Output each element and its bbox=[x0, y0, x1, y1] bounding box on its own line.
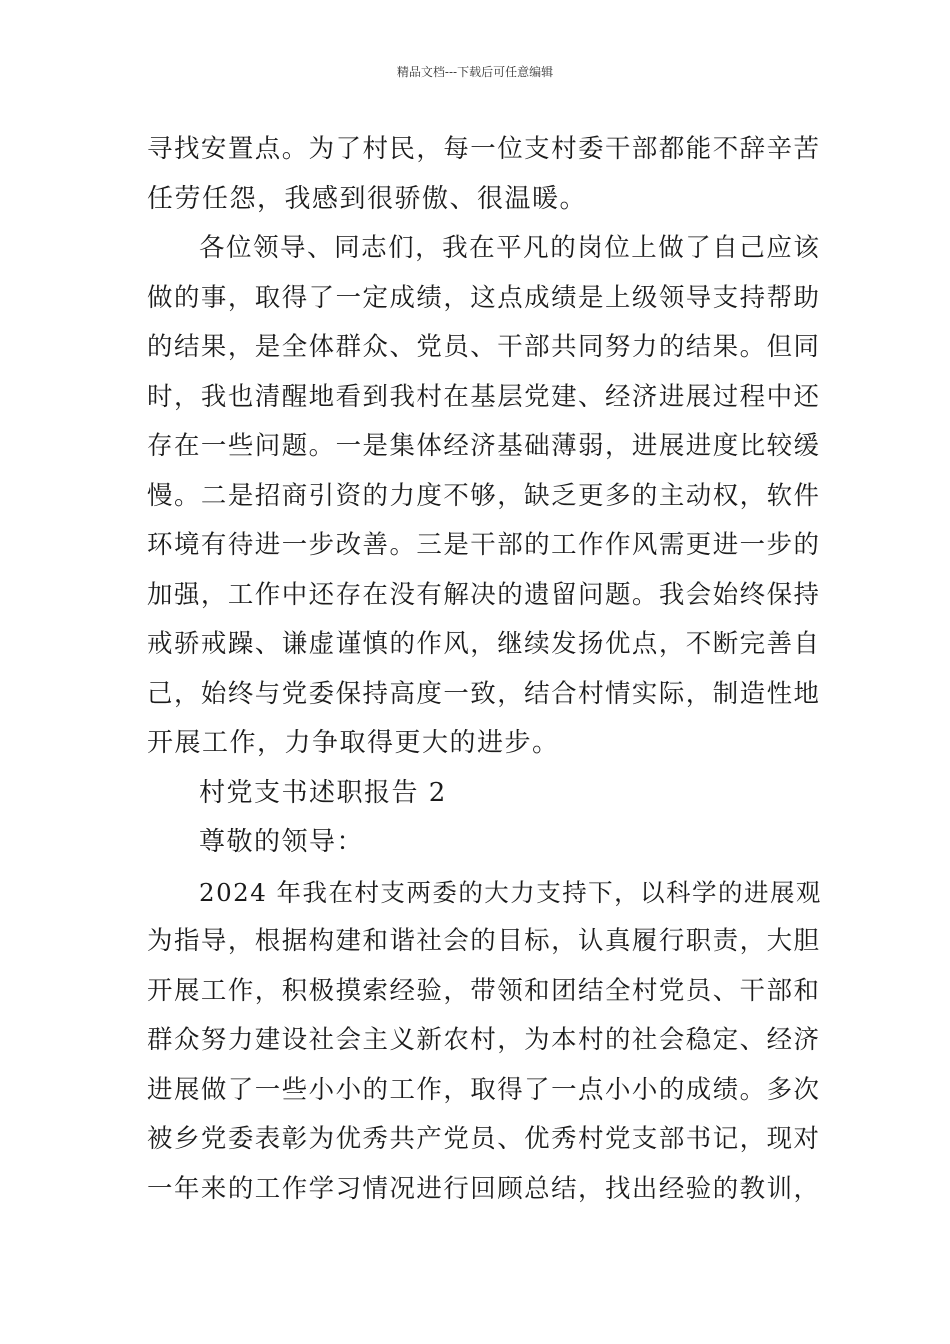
text-line: 被乡党委表彰为优秀共产党员、优秀村党支部书记，现对 bbox=[147, 1124, 821, 1154]
page-header: 精品文档---下载后可任意编辑 bbox=[396, 65, 554, 79]
text-line: 进展做了一些小小的工作，取得了一点小小的成绩。多次 bbox=[147, 1074, 821, 1105]
text-line: 为指导，根据构建和谐社会的目标，认真履行职责，大胆 bbox=[147, 926, 821, 956]
text-line: 存在一些问题。一是集体经济基础薄弱，进展进度比较缓 bbox=[147, 431, 821, 461]
text-line: 慢。二是招商引资的力度不够，缺乏更多的主动权，软件 bbox=[147, 480, 821, 511]
text-line: 各位领导、同志们，我在平凡的岗位上做了自己应该 bbox=[199, 233, 821, 263]
text-line: 己，始终与党委保持高度一致，结合村情实际，制造性地 bbox=[147, 678, 821, 709]
text-line: 一年来的工作学习情况进行回顾总结，找出经验的教训， bbox=[147, 1173, 821, 1204]
document-body bbox=[147, 125, 822, 1214]
text-line: 开展工作，积极摸索经验，带领和团结全村党员、干部和 bbox=[147, 975, 821, 1006]
text-line: 寻找安置点。为了村民，每一位支村委干部都能不辞辛苦 bbox=[147, 134, 821, 164]
text-line: 开展工作，力争取得更大的进步。 bbox=[147, 728, 560, 758]
text-line: 2024 年我在村支两委的大力支持下，以科学的进展观 bbox=[199, 877, 822, 907]
salutation: 尊敬的领导： bbox=[199, 827, 365, 857]
text-line: 加强，工作中还存在没有解决的遗留问题。我会始终保持 bbox=[147, 579, 821, 610]
text-line: 环境有待进一步改善。三是干部的工作作风需更进一步的 bbox=[147, 530, 821, 560]
text-line: 群众努力建设社会主义新农村，为本村的社会稳定、经济 bbox=[147, 1025, 821, 1055]
text-line: 任劳任怨，我感到很骄傲、很温暖。 bbox=[147, 183, 588, 214]
text-line: 戒骄戒躁、谦虚谨慎的作风，继续发扬优点，不断完善自 bbox=[147, 629, 821, 659]
text-line: 时，我也清醒地看到我村在基层党建、经济进展过程中还 bbox=[147, 381, 821, 412]
text-line: 做的事，取得了一定成绩，这点成绩是上级领导支持帮助 bbox=[147, 282, 821, 313]
text-line: 的结果，是全体群众、党员、干部共同努力的结果。但同 bbox=[147, 332, 821, 362]
section-heading: 村党支书述职报告 2 bbox=[199, 777, 447, 808]
